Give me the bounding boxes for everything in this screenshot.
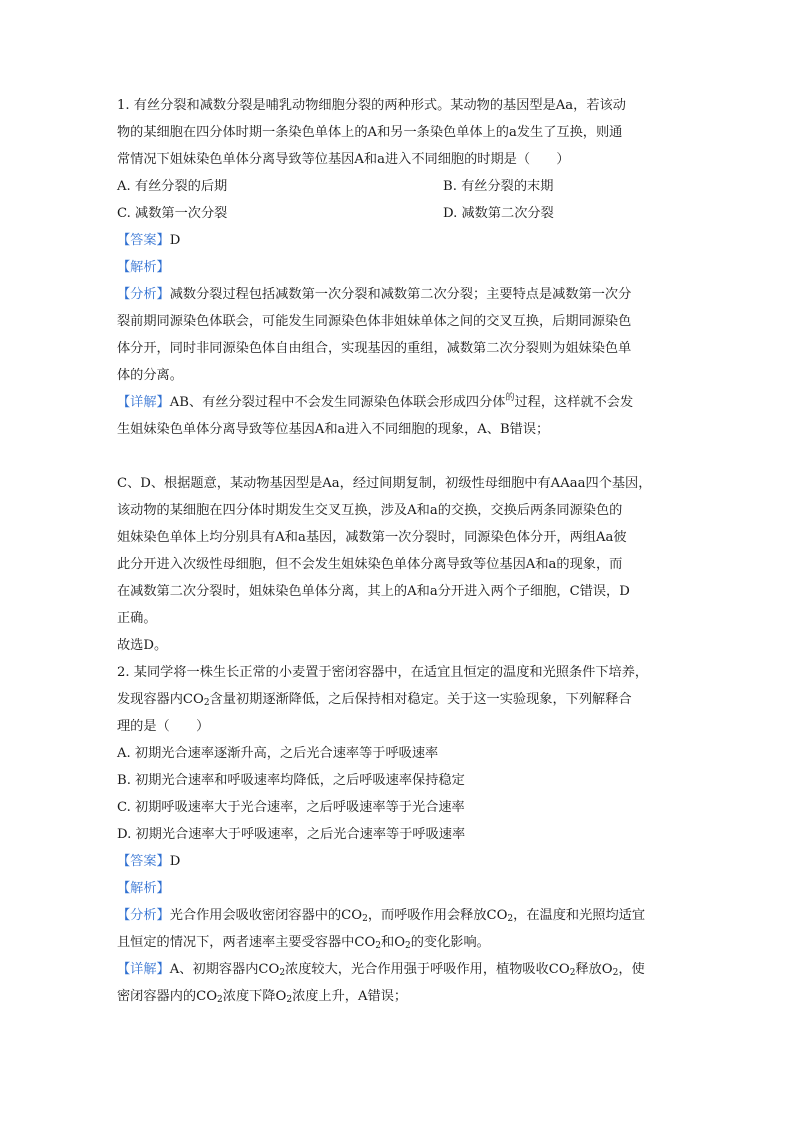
q1-cd-line-5: 在减数第二次分裂时，姐妹染色单体分离，其上的A和a分开进入两个子细胞，C错误，D	[117, 584, 630, 599]
answer-value: D	[169, 233, 181, 248]
xiangjie-tag: 【详解】	[117, 962, 170, 977]
subscript: 2	[217, 995, 223, 1005]
q1-options-row-2	[117, 200, 687, 227]
q2-fenxi-line-1	[117, 902, 687, 929]
q1-fenxi-line-4: 体的分离。	[117, 368, 183, 383]
fenxi-text-3: ，在温度和光照均适宜	[513, 908, 646, 923]
q1-cd-line-4: 此分开进入次级性母细胞，但不会发生姐妹染色单体分离导致等位基因A和a的现象，而	[117, 557, 623, 572]
fenxi-tag: 【分析】	[117, 287, 170, 302]
jiexi-tag: 【解析】	[117, 260, 170, 275]
fenxi-text-2: ，而呼吸作用会释放CO	[367, 908, 508, 923]
xiangjie-text-2: 浓度下降O	[222, 989, 287, 1004]
q1-option-d: D. 减数第二次分裂	[443, 206, 554, 221]
q2-option-c: C. 初期呼吸速率大于光合速率，之后呼吸速率等于光合速率	[117, 800, 465, 815]
q1-option-a: A. 有丝分裂的后期	[117, 179, 228, 194]
q2-jiexi	[117, 875, 687, 902]
xiangjie-text: 密闭容器内的CO	[117, 989, 218, 1004]
subscript: 2	[405, 941, 411, 951]
q1-fenxi-line-2: 裂前期同源染色体联会，可能发生同源染色体非姐妹单体之间的交叉互换，后期同源染色	[117, 314, 632, 329]
answer-tag: 【答案】	[117, 233, 170, 248]
fenxi-text: 光合作用会吸收密闭容器中的CO	[169, 908, 363, 923]
q2-option-b: B. 初期光合速率和呼吸速率均降低，之后呼吸速率保持稳定	[117, 773, 465, 788]
q2-xiangjie-line-1	[117, 956, 687, 983]
q2-stem-line-3: 理的是（ ）	[117, 719, 210, 734]
subscript: 2	[286, 995, 293, 1005]
xiangjie-tag: 【详解】	[117, 395, 170, 410]
subscript: 2	[203, 698, 210, 708]
fenxi-text-3: 的变化影响。	[410, 935, 490, 950]
xiangjie-text-2: 过程，这样就不会发	[514, 395, 634, 410]
q2-option-a: A. 初期光合速率逐渐升高，之后光合速率等于呼吸速率	[117, 746, 439, 761]
jiexi-tag: 【解析】	[117, 881, 170, 896]
xiangjie-text-3: 浓度上升，A错误；	[292, 989, 408, 1004]
q1-cd-line-3: 姐妹染色单体上均分别具有A和a基因，减数第一次分裂时，同源染色体分开，两组Aa彼	[117, 530, 627, 545]
q1-stem-line-1: 1. 有丝分裂和减数分裂是哺乳动物细胞分裂的两种形式。某动物的基因型是Aa，若该动	[117, 98, 626, 113]
subscript: 2	[375, 941, 382, 951]
answer-value: D	[169, 854, 181, 869]
q1-conclusion: 故选D。	[117, 638, 168, 653]
q1-jiexi	[117, 254, 687, 281]
q2-xiangjie-line-2	[117, 983, 687, 1010]
fenxi-tag: 【分析】	[117, 908, 170, 923]
q2-answer	[117, 848, 687, 875]
xiangjie-text-4: ，使	[618, 962, 645, 977]
fenxi-text: 减数分裂过程包括减数第一次分裂和减数第二次分裂；主要特点是减数第一次分	[169, 287, 632, 302]
q2-stem-text: 发现容器内CO	[117, 692, 204, 707]
q1-option-b: B. 有丝分裂的末期	[443, 179, 554, 194]
q2-fenxi-line-2	[117, 929, 687, 956]
subscript: 2	[279, 968, 286, 978]
q1-fenxi-line-3: 体分开，同时非同源染色体自由组合，实现基因的重组，减数第二次分裂则为姐妹染色单	[117, 341, 632, 356]
q1-answer	[117, 227, 687, 254]
q1-stem-line-2: 物的某细胞在四分体时期一条染色单体上的A和另一条染色单体上的a发生了互换，则通	[117, 125, 623, 140]
xiangjie-text-2: 浓度较大，光合作用强于呼吸作用，植物吸收CO	[285, 962, 570, 977]
q1-xiangjie-line-2: 生姐妹染色单体分离导致等位基因A和a进入不同细胞的现象，A、B错误；	[117, 422, 550, 437]
q1-options-row-1	[117, 173, 687, 200]
question-1	[117, 92, 687, 659]
q1-fenxi-line-1	[117, 281, 687, 308]
xiangjie-text: AB、有丝分裂过程中不会发生同源染色体联会形成四分体	[169, 395, 506, 410]
xiangjie-superscript: 的	[505, 393, 515, 403]
question-2	[117, 659, 687, 1010]
q2-stem-line-1: 2. 某同学将一株生长正常的小麦置于密闭容器中，在适宜且恒定的温度和光照条件下培养，	[117, 665, 649, 680]
q2-option-d: D. 初期光合速率大于呼吸速率，之后光合速率等于呼吸速率	[117, 827, 466, 842]
subscript: 2	[612, 968, 619, 978]
fenxi-text: 且恒定的情况下，两者速率主要受容器中CO	[117, 935, 376, 950]
answer-tag: 【答案】	[117, 854, 170, 869]
subscript: 2	[569, 968, 576, 978]
blank-line	[117, 443, 687, 470]
q1-stem-line-3: 常情况下姐妹染色单体分离导致等位基因A和a进入不同细胞的时期是（ ）	[117, 152, 570, 167]
subscript: 2	[507, 914, 514, 924]
q1-cd-line-2: 该动物的某细胞在四分体时期发生交叉互换，涉及A和a的交换，交换后两条同源染色的	[117, 503, 623, 518]
q1-xiangjie-line-1	[117, 389, 687, 416]
q1-cd-line-1: C、D、根据题意，某动物基因型是Aa，经过间期复制，初级性母细胞中有AAaa四个基因，	[117, 476, 652, 491]
q2-stem-line-2	[117, 686, 687, 713]
xiangjie-text: A、初期容器内CO	[169, 962, 280, 977]
xiangjie-text-3: 释放O	[575, 962, 613, 977]
document-page	[117, 92, 687, 1010]
fenxi-text-2: 和O	[381, 935, 406, 950]
q1-option-c: C. 减数第一次分裂	[117, 206, 228, 221]
q1-cd-line-6: 正确。	[117, 611, 157, 626]
subscript: 2	[362, 914, 368, 924]
q2-stem-text-2: 含量初期逐渐降低，之后保持相对稳定。关于这一实验现象，下列解释合	[209, 692, 632, 707]
